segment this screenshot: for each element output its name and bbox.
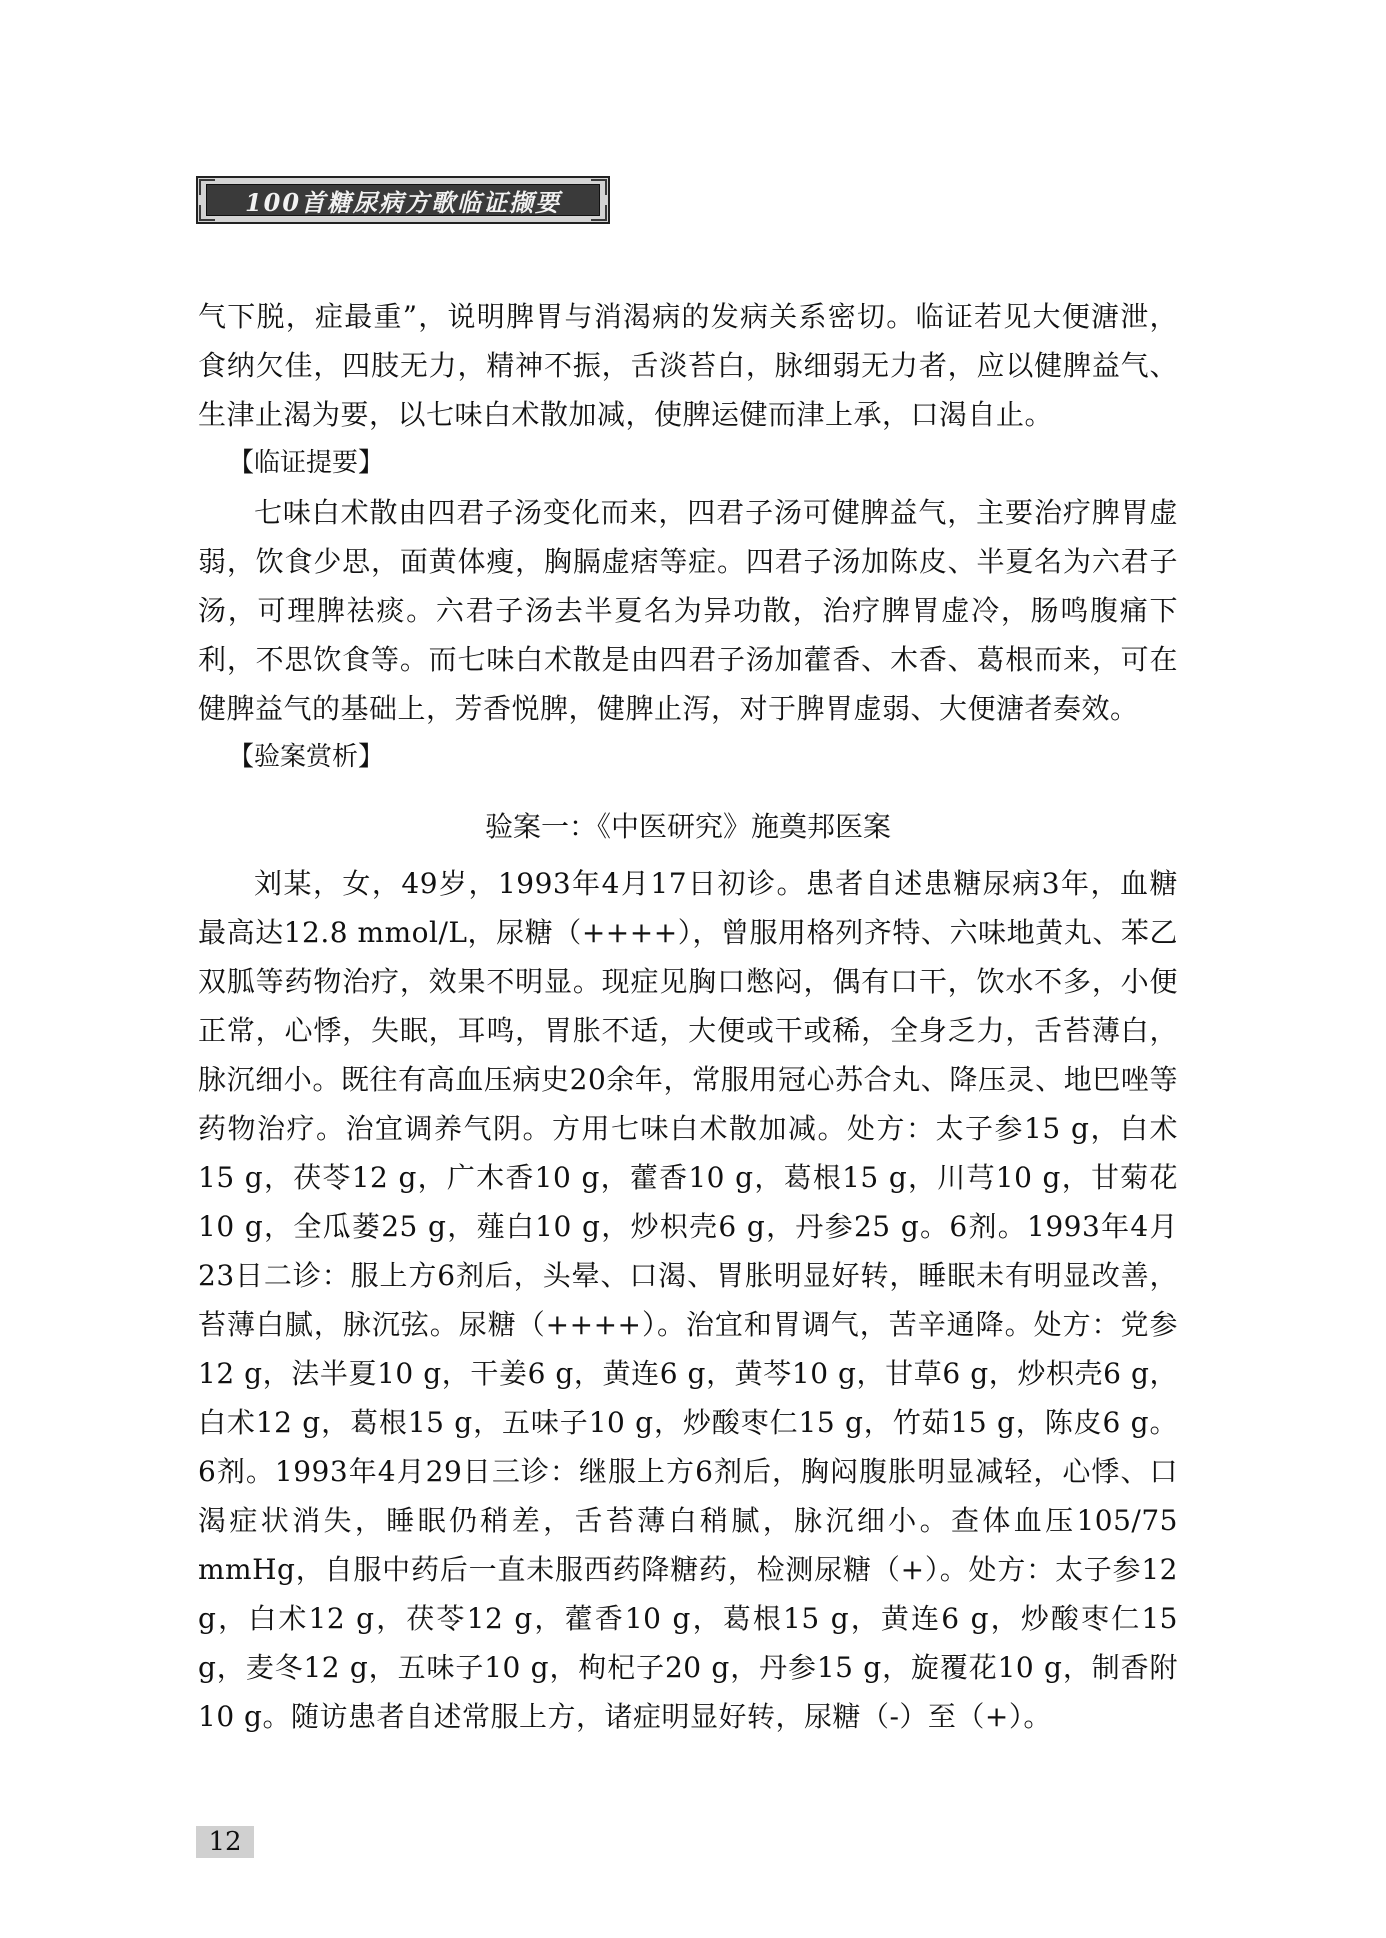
case-title: 验案一：《中医研究》施奠邦医案 xyxy=(484,810,891,843)
page-body xyxy=(198,292,1178,1741)
paragraph-clinical-key-points: 七味白术散由四君子汤变化而来，四君子汤可健脾益气，主要治疗脾胃虚弱，饮食少思，面黄体瘦，胸膈虚痞等症。四君子汤加陈皮、半夏名为六君子汤，可理脾祛痰。六君子汤去半夏名为异功散，治疗脾胃虚冷，肠鸣腹痛下利，不思饮食等。而七味白术散是由四君子汤加藿香、木香、葛根而来，可在健脾益气的基础上，芳香悦脾，健脾止泻，对于脾胃虚弱、大便溏者奏效。 xyxy=(198,496,1178,725)
paragraph-case-record: 刘某，女，49岁，1993年4月17日初诊。患者自述患糖尿病3年，血糖最高达12.8 mmol/L，尿糖（++++），曾服用格列齐特、六味地黄丸、苯乙双胍等药物治疗，效果不明显。现症见胸口憋闷，偶有口干，饮水不多，小便正常，心悸，失眠，耳鸣，胃胀不适，大便或干或稀，全身乏力，舌苔薄白，脉沉细小。既往有高血压病史20余年，常服用冠心苏合丸、降压灵、地巴唑等药物治疗。治宜调养气阴。方用七味白术散加减。处方：太子参15 g，白术15 g，茯苓12 g，广木香10 g，藿香10 g，葛根15 g，川芎10 g，甘菊花10 g，全瓜蒌25 g，薤白10 g，炒枳壳6 g，丹参25 g。6剂。1993年4月23日二诊：服上方6剂后，头晕、口渴、胃胀明显好转，睡眠未有明显改善，苔薄白腻，脉沉弦。尿糖（++++）。治宜和胃调气，苦辛通降。处方：党参12 g，法半夏10 g，干姜6 g，黄连6 g，黄芩10 g，甘草6 g，炒枳壳6 g，白术12 g，葛根15 g，五味子10 g，炒酸枣仁15 g，竹茹15 g，陈皮6 g。6剂。1993年4月29日三诊：继服上方6剂后，胸闷腹胀明显减轻，心悸、口渴症状消失，睡眠仍稍差，舌苔薄白稍腻，脉沉细小。查体血压105/75 mmHg，自服中药后一直未服西药降糖药，检测尿糖（+）。处方：太子参12 g，白术12 g，茯苓12 g，藿香10 g，葛根15 g，黄连6 g，炒酸枣仁15 g，麦冬12 g，五味子10 g，枸杞子20 g，丹参15 g，旋覆花10 g，制香附10 g。随访患者自述常服上方，诸症明显好转，尿糖（-）至（+）。 xyxy=(198,867,1178,1733)
paragraph-continuation: 气下脱，症最重”，说明脾胃与消渴病的发病关系密切。临证若见大便溏泄，食纳欠佳，四肢无力，精神不振，舌淡苔白，脉细弱无力者，应以健脾益气、生津止渴为要，以七味白术散加减，使脾运健而津上承，口渴自止。 xyxy=(198,300,1178,431)
book-title: 100首糖尿病方歌临证撷要 xyxy=(244,187,562,217)
running-header-banner xyxy=(196,176,610,224)
section-heading-case-analysis: 【验案赏析】 xyxy=(228,742,385,772)
section-heading-clinical-key-points: 【临证提要】 xyxy=(228,448,385,478)
page-number: 12 xyxy=(196,1826,254,1858)
